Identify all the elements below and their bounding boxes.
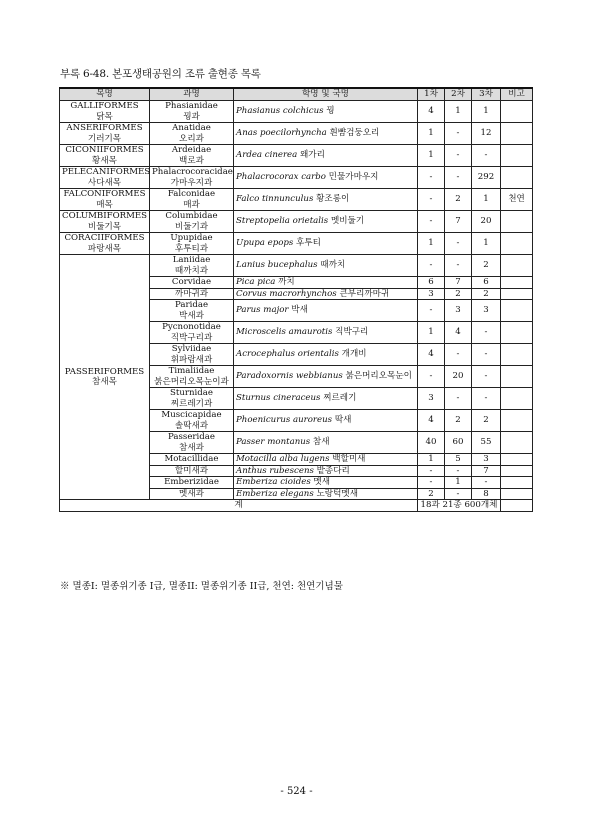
korean-name: 찌르레기 — [323, 393, 357, 404]
family-ko: 붉은머리오목눈이과 — [154, 376, 229, 387]
family-en: Sturnidae — [170, 388, 213, 398]
korean-name: 흰뺨검둥오리 — [329, 128, 380, 139]
scientific-name: Ardea cinerea — [236, 150, 298, 161]
species-name — [234, 410, 418, 432]
survey-2-count: 1 — [445, 477, 472, 489]
species-name — [234, 288, 418, 300]
note-cell — [501, 233, 533, 255]
survey-2-count: - — [445, 388, 472, 410]
note-cell — [501, 101, 533, 123]
order-ko: 사다새목 — [87, 177, 122, 188]
family-cell — [150, 366, 234, 388]
species-name — [234, 477, 418, 489]
species-name — [234, 189, 418, 211]
species-name — [234, 123, 418, 145]
survey-3-count: - — [472, 145, 501, 167]
note-cell — [501, 211, 533, 233]
korean-name: 딱새 — [334, 415, 352, 426]
survey-3-count: - — [472, 322, 501, 344]
family-cell — [150, 432, 234, 454]
survey-1-count: 4 — [418, 101, 445, 123]
scientific-name: Anas poecilorhyncha — [236, 128, 327, 139]
total-label: 계 — [60, 500, 418, 512]
order-ko: 황새목 — [92, 155, 117, 166]
table-row — [60, 145, 533, 167]
order-cell — [60, 233, 150, 255]
korean-name: 까치 — [278, 277, 295, 287]
note-cell: 천연 — [501, 189, 533, 211]
survey-3-count: 20 — [472, 211, 501, 233]
survey-3-count: 1 — [472, 189, 501, 211]
family-en: Laniidae — [172, 255, 211, 265]
survey-2-count: 7 — [445, 277, 472, 289]
scientific-name: Sturnus cineraceus — [236, 393, 321, 404]
table-row — [60, 189, 533, 211]
scientific-name: Upupa epops — [236, 238, 294, 249]
note-cell — [501, 300, 533, 322]
survey-3-count: 2 — [472, 410, 501, 432]
korean-name: 직박구리 — [335, 327, 369, 338]
korean-name: 밭종다리 — [316, 465, 350, 476]
korean-name: 개개비 — [341, 349, 367, 360]
survey-1-count: 3 — [418, 288, 445, 300]
family-cell: Motacillidae — [150, 454, 234, 466]
scientific-name: Corvus macrorhynchos — [236, 288, 337, 299]
table-row — [60, 233, 533, 255]
survey-2-count: 5 — [445, 454, 472, 466]
order-en: PELECANIFORMES — [62, 167, 151, 177]
family-cell — [150, 410, 234, 432]
survey-1-count: - — [418, 300, 445, 322]
family-en: Phalacrocoracidae — [152, 167, 233, 177]
survey-2-count: - — [445, 145, 472, 167]
scientific-name: Pica pica — [236, 277, 276, 287]
korean-name: 후투티 — [296, 238, 321, 249]
survey-1-count: 1 — [418, 145, 445, 167]
family-ko: 매과 — [183, 199, 200, 210]
korean-name: 꿩 — [326, 106, 335, 117]
species-name — [234, 366, 418, 388]
order-cell — [60, 211, 150, 233]
survey-3-count: 1 — [472, 101, 501, 123]
survey-3-count: 2 — [472, 255, 501, 277]
survey-1-count: - — [418, 477, 445, 489]
survey-2-count: - — [445, 255, 472, 277]
order-en: COLUMBIFORMES — [62, 211, 148, 221]
family-en: Ardeidae — [171, 145, 212, 155]
family-ko: 솔딱새과 — [174, 420, 209, 431]
family-ko: 때까치과 — [174, 265, 209, 276]
family-ko: 참새과 — [179, 442, 204, 453]
korean-name: 멧비둘기 — [330, 216, 365, 227]
survey-3-count: 2 — [472, 288, 501, 300]
family-ko: 오리과 — [179, 133, 204, 144]
species-name — [234, 388, 418, 410]
family-cell — [150, 233, 234, 255]
order-en: CICONIIFORMES — [65, 145, 144, 155]
note-cell — [501, 366, 533, 388]
total-summary: 18과 21종 600개체 — [418, 500, 501, 512]
order-cell — [60, 123, 150, 145]
order-cell — [60, 145, 150, 167]
survey-1-count: 3 — [418, 388, 445, 410]
note-cell — [501, 322, 533, 344]
order-en: GALLIFORMES — [70, 101, 139, 111]
family-cell — [150, 388, 234, 410]
family-en: Paridae — [174, 300, 209, 310]
survey-2-count: - — [445, 123, 472, 145]
survey-3-count: 55 — [472, 432, 501, 454]
table-row — [60, 167, 533, 189]
family-cell: Emberizidae — [150, 477, 234, 489]
survey-2-count: - — [445, 465, 472, 477]
order-ko: 파랑새목 — [87, 243, 122, 254]
family-en: Upupidae — [170, 233, 213, 243]
family-cell — [150, 344, 234, 366]
survey-2-count: 60 — [445, 432, 472, 454]
note-cell — [501, 477, 533, 489]
survey-3-count: 12 — [472, 123, 501, 145]
family-en: Phasianidae — [165, 101, 218, 111]
survey-3-count: - — [472, 388, 501, 410]
note-cell — [501, 432, 533, 454]
order-en: ANSERIFORMES — [66, 123, 143, 133]
note-cell — [501, 255, 533, 277]
survey-2-count: 3 — [445, 300, 472, 322]
survey-2-count: 1 — [445, 101, 472, 123]
header-survey-1: 1차 — [418, 88, 445, 101]
survey-3-count: 8 — [472, 488, 501, 500]
scientific-name: Phalacrocorax carbo — [236, 172, 326, 183]
species-name — [234, 344, 418, 366]
scientific-name: Motacilla alba lugens — [236, 454, 330, 464]
species-name — [234, 300, 418, 322]
korean-name: 노랑턱멧새 — [316, 488, 358, 499]
korean-name: 때까치 — [320, 260, 346, 271]
note-cell — [501, 488, 533, 500]
survey-3-count: 3 — [472, 300, 501, 322]
scientific-name: Paradoxornis webbianus — [236, 371, 343, 382]
order-cell — [60, 167, 150, 189]
scientific-name: Parus major — [236, 305, 289, 316]
scientific-name: Emberiza cioides — [236, 477, 311, 487]
table-row — [60, 255, 533, 277]
order-en: CORACIIFORMES — [64, 233, 145, 243]
scientific-name: Anthus rubescens — [236, 465, 314, 476]
family-en: Pycnonotidae — [162, 322, 221, 332]
header-survey-3: 3차 — [472, 88, 501, 101]
total-row — [60, 500, 533, 512]
survey-1-count: 1 — [418, 123, 445, 145]
korean-name: 큰부리까마귀 — [339, 288, 390, 299]
survey-1-count: 2 — [418, 488, 445, 500]
survey-1-count: - — [418, 211, 445, 233]
footnote: ※ 멸종I: 멸종위기종 I급, 멸종II: 멸종위기종 II급, 천연: 천연기념물 — [60, 581, 343, 592]
korean-name: 멧새 — [313, 477, 331, 487]
survey-1-count: 40 — [418, 432, 445, 454]
survey-3-count: 7 — [472, 465, 501, 477]
family-cell — [150, 123, 234, 145]
family-cell — [150, 167, 234, 189]
note-cell — [501, 167, 533, 189]
note-cell — [501, 465, 533, 477]
family-ko: 가마우지과 — [170, 177, 213, 188]
order-cell — [60, 189, 150, 211]
table-row — [60, 211, 533, 233]
order-en: PASSERIFORMES — [64, 366, 145, 377]
family-en: Muscicapidae — [161, 410, 222, 420]
survey-1-count: - — [418, 189, 445, 211]
scientific-name: Lanius bucephalus — [236, 260, 318, 271]
species-name — [234, 101, 418, 123]
survey-2-count: - — [445, 167, 472, 189]
survey-2-count: 2 — [445, 410, 472, 432]
species-name — [234, 454, 418, 466]
table-body — [60, 101, 533, 512]
species-name — [234, 488, 418, 500]
species-name — [234, 233, 418, 255]
survey-1-count: - — [418, 255, 445, 277]
survey-2-count: 20 — [445, 366, 472, 388]
family-ko: 직박구리과 — [170, 332, 213, 343]
family-en: Passeridae — [168, 432, 215, 442]
scientific-name: Phasianus colchicus — [236, 106, 324, 117]
family-cell: Corvidae — [150, 277, 234, 289]
survey-1-count: - — [418, 465, 445, 477]
note-cell — [501, 500, 533, 512]
survey-2-count: 2 — [445, 288, 472, 300]
header-species: 학명 및 국명 — [234, 88, 418, 101]
note-cell — [501, 410, 533, 432]
survey-1-count: - — [418, 167, 445, 189]
korean-name: 박새 — [291, 305, 308, 316]
survey-2-count: - — [445, 233, 472, 255]
family-ko: 꿩과 — [183, 111, 200, 122]
survey-2-count: - — [445, 344, 472, 366]
family-cell — [150, 300, 234, 322]
survey-3-count: - — [472, 366, 501, 388]
table-row — [60, 101, 533, 123]
family-cell — [150, 189, 234, 211]
family-cell — [150, 211, 234, 233]
family-ko: 백로과 — [179, 155, 204, 166]
order-ko: 기러기목 — [87, 133, 122, 144]
order-cell — [60, 255, 150, 500]
species-name — [234, 211, 418, 233]
order-ko: 참새목 — [92, 377, 117, 387]
header-family: 과명 — [150, 88, 234, 101]
header-note: 비고 — [501, 88, 533, 101]
family-cell — [150, 145, 234, 167]
family-en: Sylviidae — [171, 344, 212, 354]
survey-1-count: 6 — [418, 277, 445, 289]
species-name — [234, 465, 418, 477]
family-cell — [150, 101, 234, 123]
survey-3-count: 1 — [472, 233, 501, 255]
family-ko: 박새과 — [179, 310, 204, 321]
family-en: Timaliidae — [168, 366, 215, 376]
order-ko: 매목 — [96, 199, 113, 210]
note-cell — [501, 145, 533, 167]
scientific-name: Streptopelia orietalis — [236, 216, 329, 227]
survey-1-count: - — [418, 366, 445, 388]
korean-name: 백할미새 — [332, 454, 366, 464]
note-cell — [501, 123, 533, 145]
survey-2-count: 4 — [445, 322, 472, 344]
family-en: Columbidae — [165, 211, 218, 221]
scientific-name: Passer montanus — [236, 437, 311, 448]
survey-3-count: - — [472, 477, 501, 489]
order-en: FALCONIFORMES — [63, 189, 146, 199]
order-ko: 비둘기목 — [87, 221, 122, 232]
korean-name: 민물가마우지 — [328, 172, 379, 183]
korean-name: 참새 — [312, 437, 330, 448]
scientific-name: Emberiza elegans — [236, 488, 314, 499]
family-ko: 휘파람새과 — [170, 354, 213, 365]
table-caption: 부록 6-48. 본포생태공원의 조류 출현종 목록 — [60, 68, 261, 80]
family-ko: 비둘기과 — [174, 221, 209, 232]
survey-3-count: 292 — [472, 167, 501, 189]
bird-species-table — [59, 87, 533, 512]
species-name — [234, 322, 418, 344]
family-ko: 후투티과 — [174, 243, 209, 254]
family-cell: 까마귀과 — [150, 288, 234, 300]
survey-1-count: 1 — [418, 233, 445, 255]
table-row — [60, 123, 533, 145]
header-survey-2: 2차 — [445, 88, 472, 101]
species-name — [234, 167, 418, 189]
family-en: Falconidae — [167, 189, 216, 199]
korean-name: 붉은머리오목눈이 — [345, 371, 412, 382]
scientific-name: Phoenicurus auroreus — [236, 415, 333, 426]
survey-2-count: - — [445, 488, 472, 500]
family-en: Anatidae — [172, 123, 211, 133]
survey-2-count: 7 — [445, 211, 472, 233]
note-cell — [501, 454, 533, 466]
header-order: 목명 — [60, 88, 150, 101]
survey-2-count: 2 — [445, 189, 472, 211]
species-name — [234, 432, 418, 454]
family-ko: 찌르레기과 — [170, 398, 213, 409]
species-name — [234, 145, 418, 167]
note-cell — [501, 277, 533, 289]
korean-name: 황조롱이 — [316, 194, 350, 205]
scientific-name: Acrocephalus orientalis — [236, 349, 339, 360]
survey-1-count: 4 — [418, 410, 445, 432]
survey-1-count: 1 — [418, 322, 445, 344]
survey-1-count: 1 — [418, 454, 445, 466]
page-number: - 524 - — [280, 786, 313, 797]
species-name — [234, 255, 418, 277]
header-row — [60, 88, 533, 101]
scientific-name: Falco tinnunculus — [236, 194, 314, 205]
korean-name: 왜가리 — [300, 150, 325, 161]
survey-3-count: - — [472, 344, 501, 366]
note-cell — [501, 344, 533, 366]
order-cell — [60, 101, 150, 123]
family-cell: 멧새과 — [150, 488, 234, 500]
species-name — [234, 277, 418, 289]
family-cell: 할미새과 — [150, 465, 234, 477]
note-cell — [501, 288, 533, 300]
family-cell — [150, 322, 234, 344]
family-cell — [150, 255, 234, 277]
scientific-name: Microscelis amaurotis — [236, 327, 333, 338]
survey-1-count: 4 — [418, 344, 445, 366]
survey-3-count: 3 — [472, 454, 501, 466]
survey-3-count: 6 — [472, 277, 501, 289]
note-cell — [501, 388, 533, 410]
order-ko: 닭목 — [96, 111, 113, 122]
